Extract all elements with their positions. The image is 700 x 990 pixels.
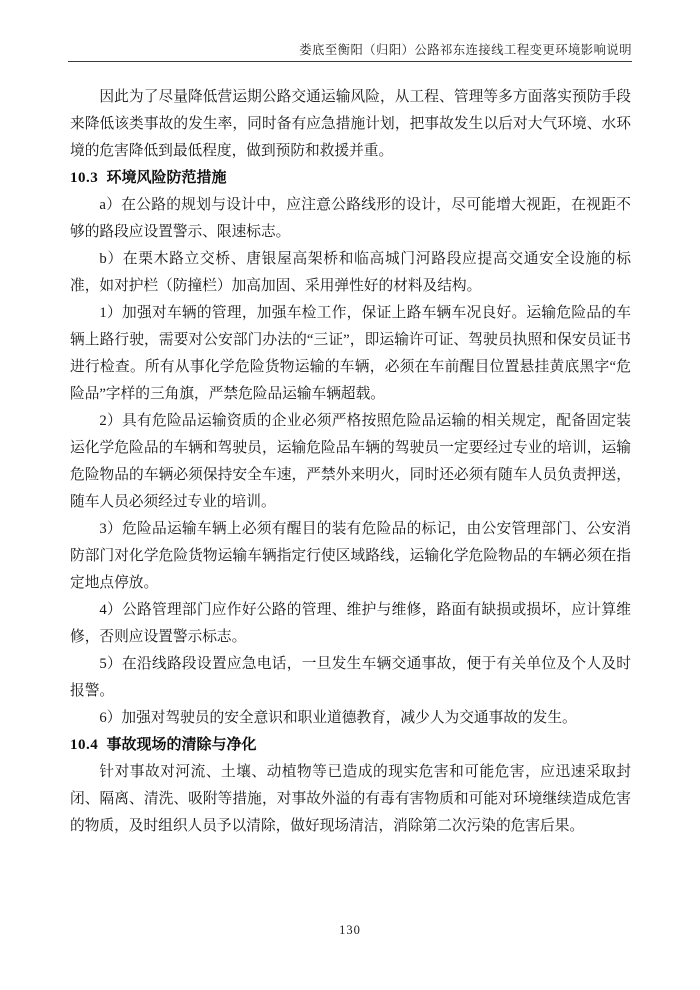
paragraph-item-5: 5）在沿线路段设置应急电话，一旦发生车辆交通事故，便于有关单位及个人及时报警。	[70, 656, 631, 699]
paragraph-item-3: 3）危险品运输车辆上必须有醒目的装有危险品的标记，由公安管理部门、公安消防部门对化学危险货物运输车辆指定行使区域路线，运输化学危险物品的车辆必须在指定地点停放。	[70, 521, 631, 591]
paragraph-intro: 因此为了尽量降低营运期公路交通运输风险，从工程、管理等多方面落实预防手段来降低该类事故的发生率，同时备有应急措施计划，把事故发生以后对大气环境、水环境的危害降低到最低程度，做到预防和救援并重。	[70, 89, 631, 159]
running-header-title: 娄底至衡阳（归阳）公路祁东连接线工程变更环境影响说明	[299, 43, 632, 57]
page-number: 130	[339, 923, 361, 937]
page-footer	[0, 921, 700, 939]
header-rule	[68, 61, 632, 62]
paragraph-item-6: 6）加强对驾驶员的安全意识和职业道德教育，减少人为交通事故的发生。	[99, 710, 577, 726]
document-body	[70, 84, 631, 840]
page-header	[68, 42, 632, 62]
section-heading-10-3	[70, 165, 631, 192]
section-number: 10.3	[70, 170, 99, 186]
paragraph-item-4: 4）公路管理部门应作好公路的管理、维护与维修，路面有缺损或损坏，应计算维修，否则应设置警示标志。	[70, 602, 631, 645]
paragraph-item-1: 1）加强对车辆的管理，加强车检工作，保证上路车辆车况良好。运输危险品的车辆上路行驶，需要对公安部门办法的“三证”，即运输许可证、驾驶员执照和保安员证书进行检查。所有从事化学危险货物运输的车辆，必须在车前醒目位置悬挂黄底黑字“危险品”字样的三角旗，严禁危险品运输车辆超载。	[70, 305, 631, 402]
paragraph-item-b: b）在栗木路立交桥、唐银屋高架桥和临高城门河路段应提高交通安全设施的标准，如对护栏（防撞栏）加高加固、采用弹性好的材料及结构。	[70, 251, 631, 294]
section-number: 10.4	[70, 737, 99, 753]
section-heading-10-4	[70, 732, 631, 759]
section-title: 环境风险防范措施	[106, 170, 227, 186]
paragraph-cleanup: 针对事故对河流、土壤、动植物等已造成的现实危害和可能危害，应迅速采取封闭、隔离、清洗、吸附等措施，对事故外溢的有毒有害物质和可能对环境继续造成危害的物质，及时组织人员予以清除，做好现场清洁，消除第二次污染的危害后果。	[70, 764, 631, 834]
paragraph-item-a: a）在公路的规划与设计中，应注意公路线形的设计，尽可能增大视距，在视距不够的路段应设置警示、限速标志。	[70, 197, 631, 240]
paragraph-item-2: 2）具有危险品运输资质的企业必须严格按照危险品运输的相关规定，配备固定装运化学危险品的车辆和驾驶员，运输危险品车辆的驾驶员一定要经过专业的培训，运输危险物品的车辆必须保持安全车速，严禁外来明火，同时还必须有随车人员负责押送，随车人员必须经过专业的培训。	[70, 413, 631, 510]
section-title: 事故现场的清除与净化	[106, 737, 257, 753]
